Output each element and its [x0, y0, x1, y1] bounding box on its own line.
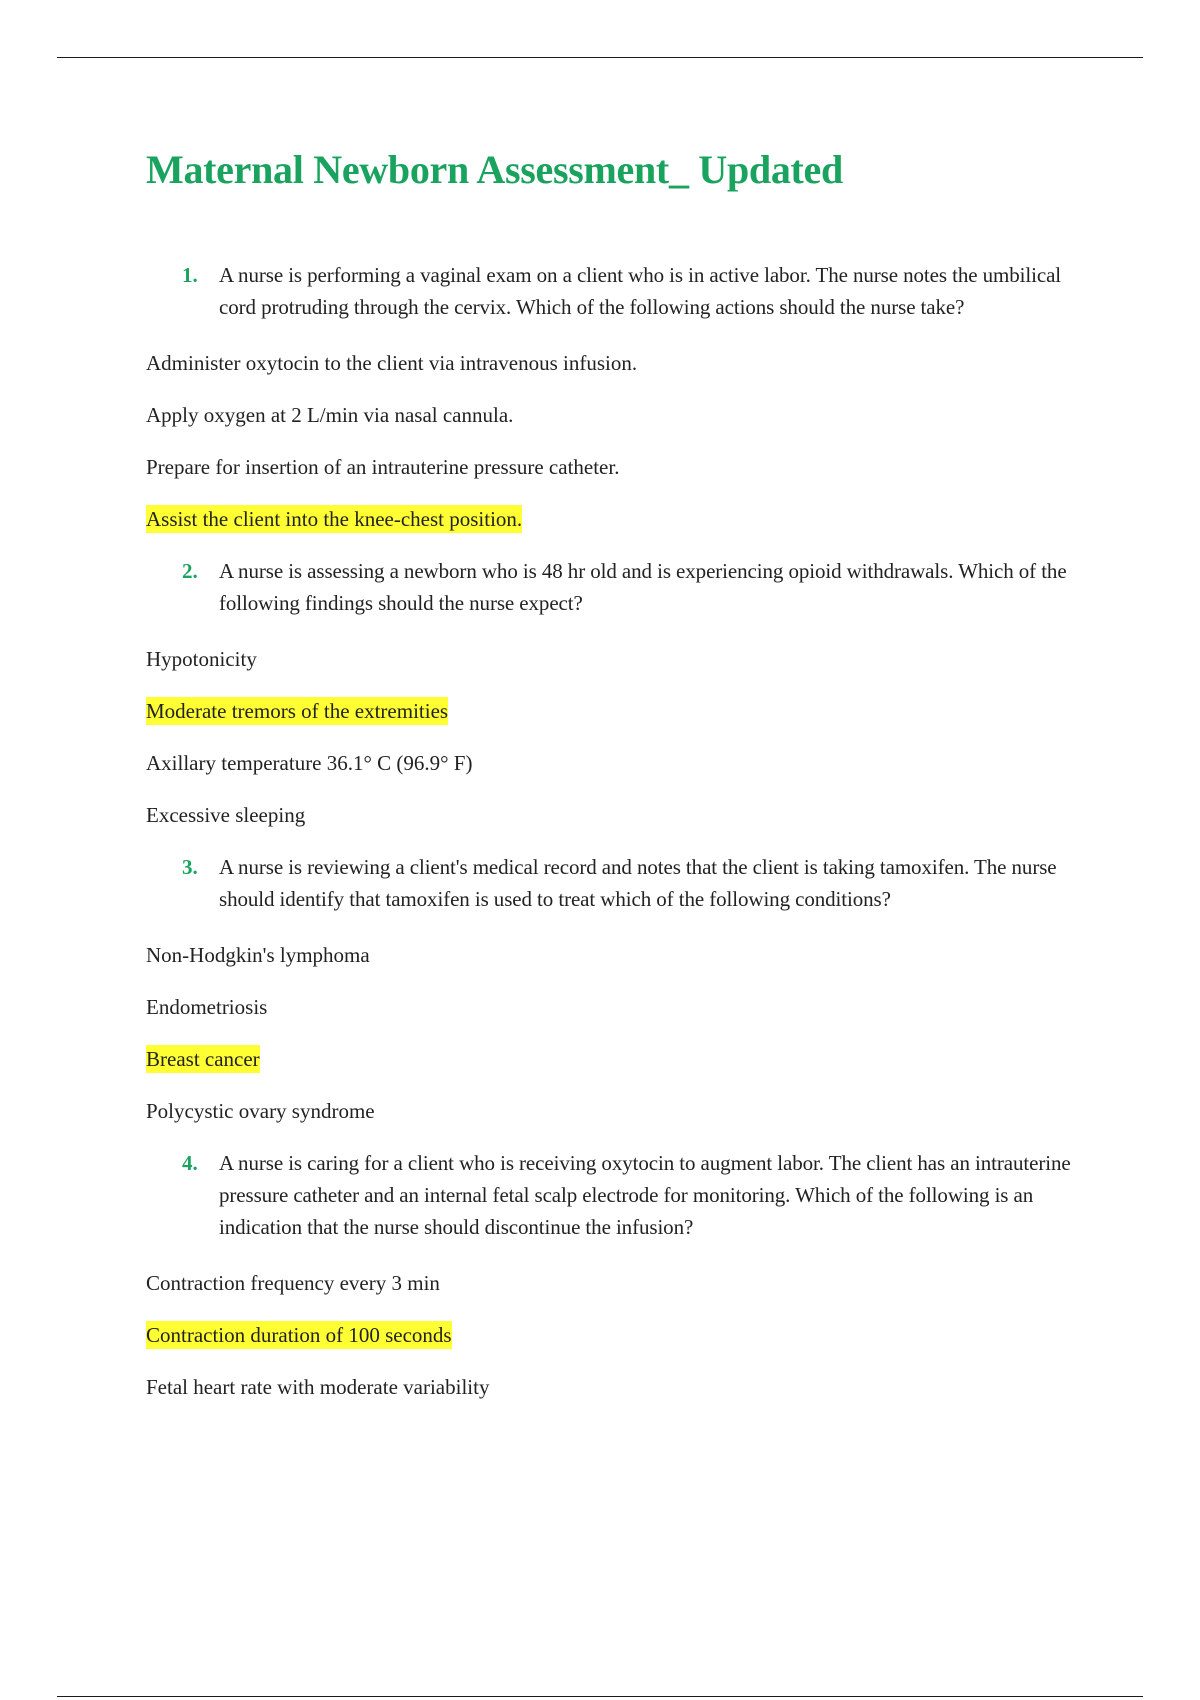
answer-option-text: Excessive sleeping — [146, 803, 306, 827]
answer-option-text: Administer oxytocin to the client via intravenous infusion. — [146, 351, 638, 375]
answer-option-text: Endometriosis — [146, 995, 268, 1019]
question-list — [146, 259, 1086, 1403]
answer-option-correct — [146, 1319, 1086, 1351]
question-number: 4. — [182, 1151, 198, 1175]
question-number: 1. — [182, 263, 198, 287]
document-body — [146, 138, 1086, 1423]
answer-option-text: Prepare for insertion of an intrauterine pressure catheter. — [146, 455, 620, 479]
answer-option — [146, 399, 1086, 431]
answer-option-correct — [146, 503, 1086, 535]
answer-option — [146, 1371, 1086, 1403]
answer-option-text: Contraction duration of 100 seconds — [146, 1323, 452, 1347]
answer-option — [146, 939, 1086, 971]
answer-option-text: Non-Hodgkin's lymphoma — [146, 943, 370, 967]
question-2 — [146, 555, 1086, 619]
answer-option-text: Contraction frequency every 3 min — [146, 1271, 440, 1295]
answer-option-text: Breast cancer — [146, 1047, 260, 1071]
answer-option — [146, 991, 1086, 1023]
answer-option-text: Assist the client into the knee-chest position. — [146, 507, 523, 531]
answer-option-text: Axillary temperature 36.1° C (96.9° F) — [146, 751, 473, 775]
answer-option-correct — [146, 695, 1086, 727]
answer-option — [146, 643, 1086, 675]
answer-option — [146, 451, 1086, 483]
answer-option — [146, 347, 1086, 379]
question-text: A nurse is reviewing a client's medical record and notes that the client is taking tamoxifen. The nurse should identify that tamoxifen is used to treat which of the following conditions? — [219, 855, 1057, 911]
answer-option — [146, 799, 1086, 831]
answer-option-correct — [146, 1043, 1086, 1075]
answer-option — [146, 1095, 1086, 1127]
answer-option-text: Fetal heart rate with moderate variability — [146, 1375, 490, 1399]
question-text: A nurse is assessing a newborn who is 48 hr old and is experiencing opioid withdrawals. Which of the following findings should the nurse expect? — [219, 559, 1067, 615]
answer-option — [146, 747, 1086, 779]
answer-option-text: Polycystic ovary syndrome — [146, 1099, 375, 1123]
question-1 — [146, 259, 1086, 323]
question-4 — [146, 1147, 1086, 1243]
answer-option — [146, 1267, 1086, 1299]
question-text: A nurse is caring for a client who is receiving oxytocin to augment labor. The client has an intrauterine pressure catheter and an internal fetal scalp electrode for monitoring. Which of the following is an indication that the nurse should discontinue the infusion? — [219, 1151, 1071, 1239]
question-text: A nurse is performing a vaginal exam on a client who is in active labor. The nurse notes the umbilical cord protruding through the cervix. Which of the following actions should the nurse take? — [219, 263, 1062, 319]
answer-option-text: Apply oxygen at 2 L/min via nasal cannula. — [146, 403, 514, 427]
header-rule — [57, 57, 1143, 58]
question-number: 3. — [182, 855, 198, 879]
answer-option-text: Hypotonicity — [146, 647, 257, 671]
question-3 — [146, 851, 1086, 915]
footer-rule — [57, 1696, 1143, 1697]
question-number: 2. — [182, 559, 198, 583]
answer-option-text: Moderate tremors of the extremities — [146, 699, 449, 723]
document-title: Maternal Newborn Assessment_ Updated — [146, 147, 843, 192]
